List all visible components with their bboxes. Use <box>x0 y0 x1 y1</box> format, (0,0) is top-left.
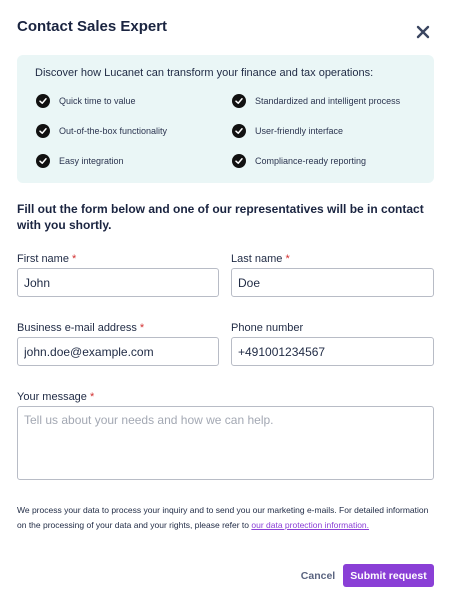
feature-item <box>232 93 400 109</box>
email-field[interactable] <box>17 337 219 366</box>
feature-label: User-friendly interface <box>255 126 344 136</box>
required-marker: * <box>89 391 95 403</box>
first-name-label: First name * <box>17 253 77 265</box>
dialog-title: Contact Sales Expert <box>17 18 168 35</box>
last-name-field[interactable] <box>231 268 434 297</box>
feature-item <box>36 93 136 109</box>
check-circle-icon <box>36 94 50 108</box>
phone-field[interactable] <box>231 337 434 366</box>
benefits-intro: Discover how Lucanet can transform your finance and tax operations: <box>35 67 374 79</box>
check-circle-icon <box>36 154 50 168</box>
feature-item <box>232 123 343 139</box>
feature-label: Out-of-the-box functionality <box>59 126 168 136</box>
cancel-button[interactable]: Cancel <box>295 566 341 586</box>
last-name-label: Last name * <box>231 253 290 265</box>
required-marker: * <box>72 253 77 265</box>
email-label: Business e-mail address * <box>17 322 145 334</box>
message-field[interactable] <box>17 406 434 480</box>
required-marker: * <box>139 322 145 334</box>
check-circle-icon <box>232 124 246 138</box>
required-marker: * <box>285 253 290 265</box>
feature-item <box>36 123 167 139</box>
feature-label: Quick time to value <box>59 96 136 106</box>
first-name-field[interactable] <box>17 268 219 297</box>
data-protection-link[interactable]: our data protection information. <box>251 520 370 530</box>
submit-request-button[interactable]: Submit request <box>343 564 434 587</box>
close-icon[interactable] <box>414 23 432 41</box>
check-circle-icon <box>232 154 246 168</box>
check-circle-icon <box>232 94 246 108</box>
feature-item <box>232 153 366 169</box>
message-label: Your message * <box>17 391 95 403</box>
benefits-panel <box>17 55 434 183</box>
feature-label: Compliance-ready reporting <box>255 156 367 166</box>
feature-item <box>36 153 124 169</box>
form-intro: Fill out the form below and one of our representatives will be in contact with you shortly. <box>17 202 424 232</box>
feature-label: Standardized and intelligent process <box>255 96 401 106</box>
feature-label: Easy integration <box>59 156 124 166</box>
check-circle-icon <box>36 124 50 138</box>
privacy-notice: We process your data to process your inquiry and to send you our marketing e-mails. For detailed information on the processing of your data and your rights, please refer to our data protection information. <box>17 505 429 530</box>
phone-label: Phone number <box>231 322 304 334</box>
